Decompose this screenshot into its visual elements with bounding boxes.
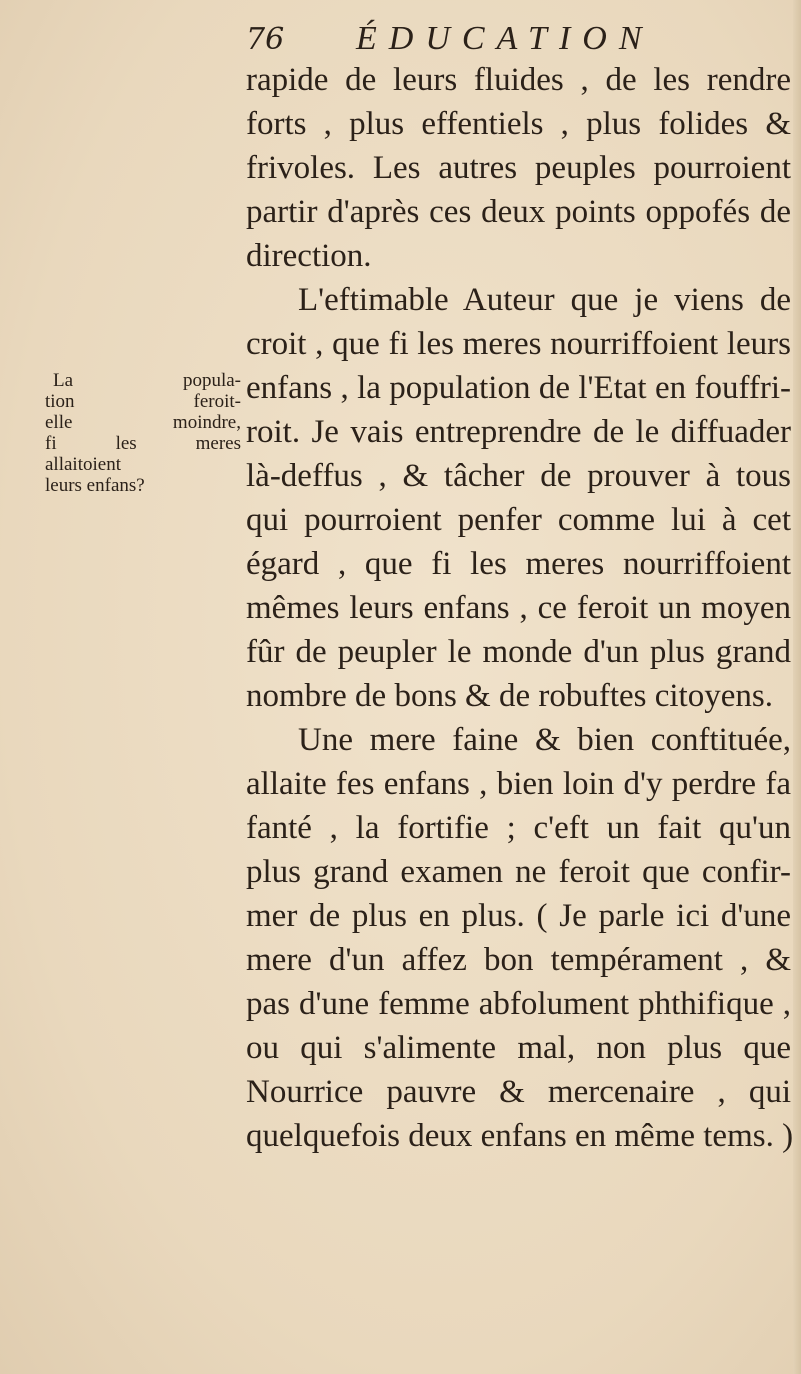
text-line: mêmes leurs enfans , ce feroit un moyen [246, 590, 791, 626]
text-line: enfans , la population de l'Etat en fouffri- [246, 370, 791, 406]
text-line: croit , que fi les meres nourriffoient leurs [246, 326, 791, 362]
marginal-note [45, 370, 241, 496]
text-line: qui pourroient penfer comme lui à cet [246, 502, 791, 538]
margin-line: allaitoient [45, 454, 121, 475]
text-line: fanté , la fortifie ; c'eft un fait qu'un [246, 810, 791, 846]
text-line: partir d'après ces deux points oppofés de [246, 194, 791, 230]
page-number: 76 [246, 22, 285, 57]
text-line: mer de plus en plus. ( Je parle ici d'une [246, 898, 791, 934]
text-line: quelquefois deux enfans en même tems. ) [246, 1118, 794, 1154]
text-line: frivoles. Les autres peuples pourroient [246, 150, 791, 186]
text-line: allaite fes enfans , bien loin d'y perdre fa [246, 766, 791, 802]
body-text [246, 58, 794, 1158]
text-line: là-deffus , & tâcher de prouver à tous [246, 458, 791, 494]
running-header [246, 20, 654, 58]
text-line: Nourrice pauvre & mercenaire , qui [246, 1074, 791, 1110]
text-line: plus grand examen ne feroit que confir- [246, 854, 791, 890]
margin-line: La popula- [53, 370, 241, 391]
text-line: fûr de peupler le monde d'un plus grand [246, 634, 791, 670]
margin-line: tion feroit- [45, 391, 241, 412]
text-line: ou qui s'alimente mal, non plus que [246, 1030, 791, 1066]
page-edge [793, 0, 801, 1374]
text-line: roit. Je vais entreprendre de le diffuader [246, 414, 791, 450]
text-line: forts , plus effentiels , plus folides & [246, 106, 791, 142]
text-line: mere d'un affez bon tempérament , & [246, 942, 791, 978]
text-line: L'eftimable Auteur que je viens de [298, 282, 791, 318]
text-line: égard , que fi les meres nourriffoient [246, 546, 791, 582]
margin-line: fi les meres [45, 433, 241, 454]
text-line: pas d'une femme abfolument phthifique , [246, 986, 791, 1022]
text-line: Une mere faine & bien conftituée, [298, 722, 791, 758]
margin-line: elle moindre, [45, 412, 241, 433]
margin-line: leurs enfans? [45, 475, 145, 496]
running-title: ÉDUCATION [356, 20, 654, 57]
text-line: nombre de bons & de robuftes citoyens. [246, 678, 773, 714]
text-line: rapide de leurs fluides , de les rendre [246, 62, 791, 98]
text-line: direction. [246, 238, 372, 274]
